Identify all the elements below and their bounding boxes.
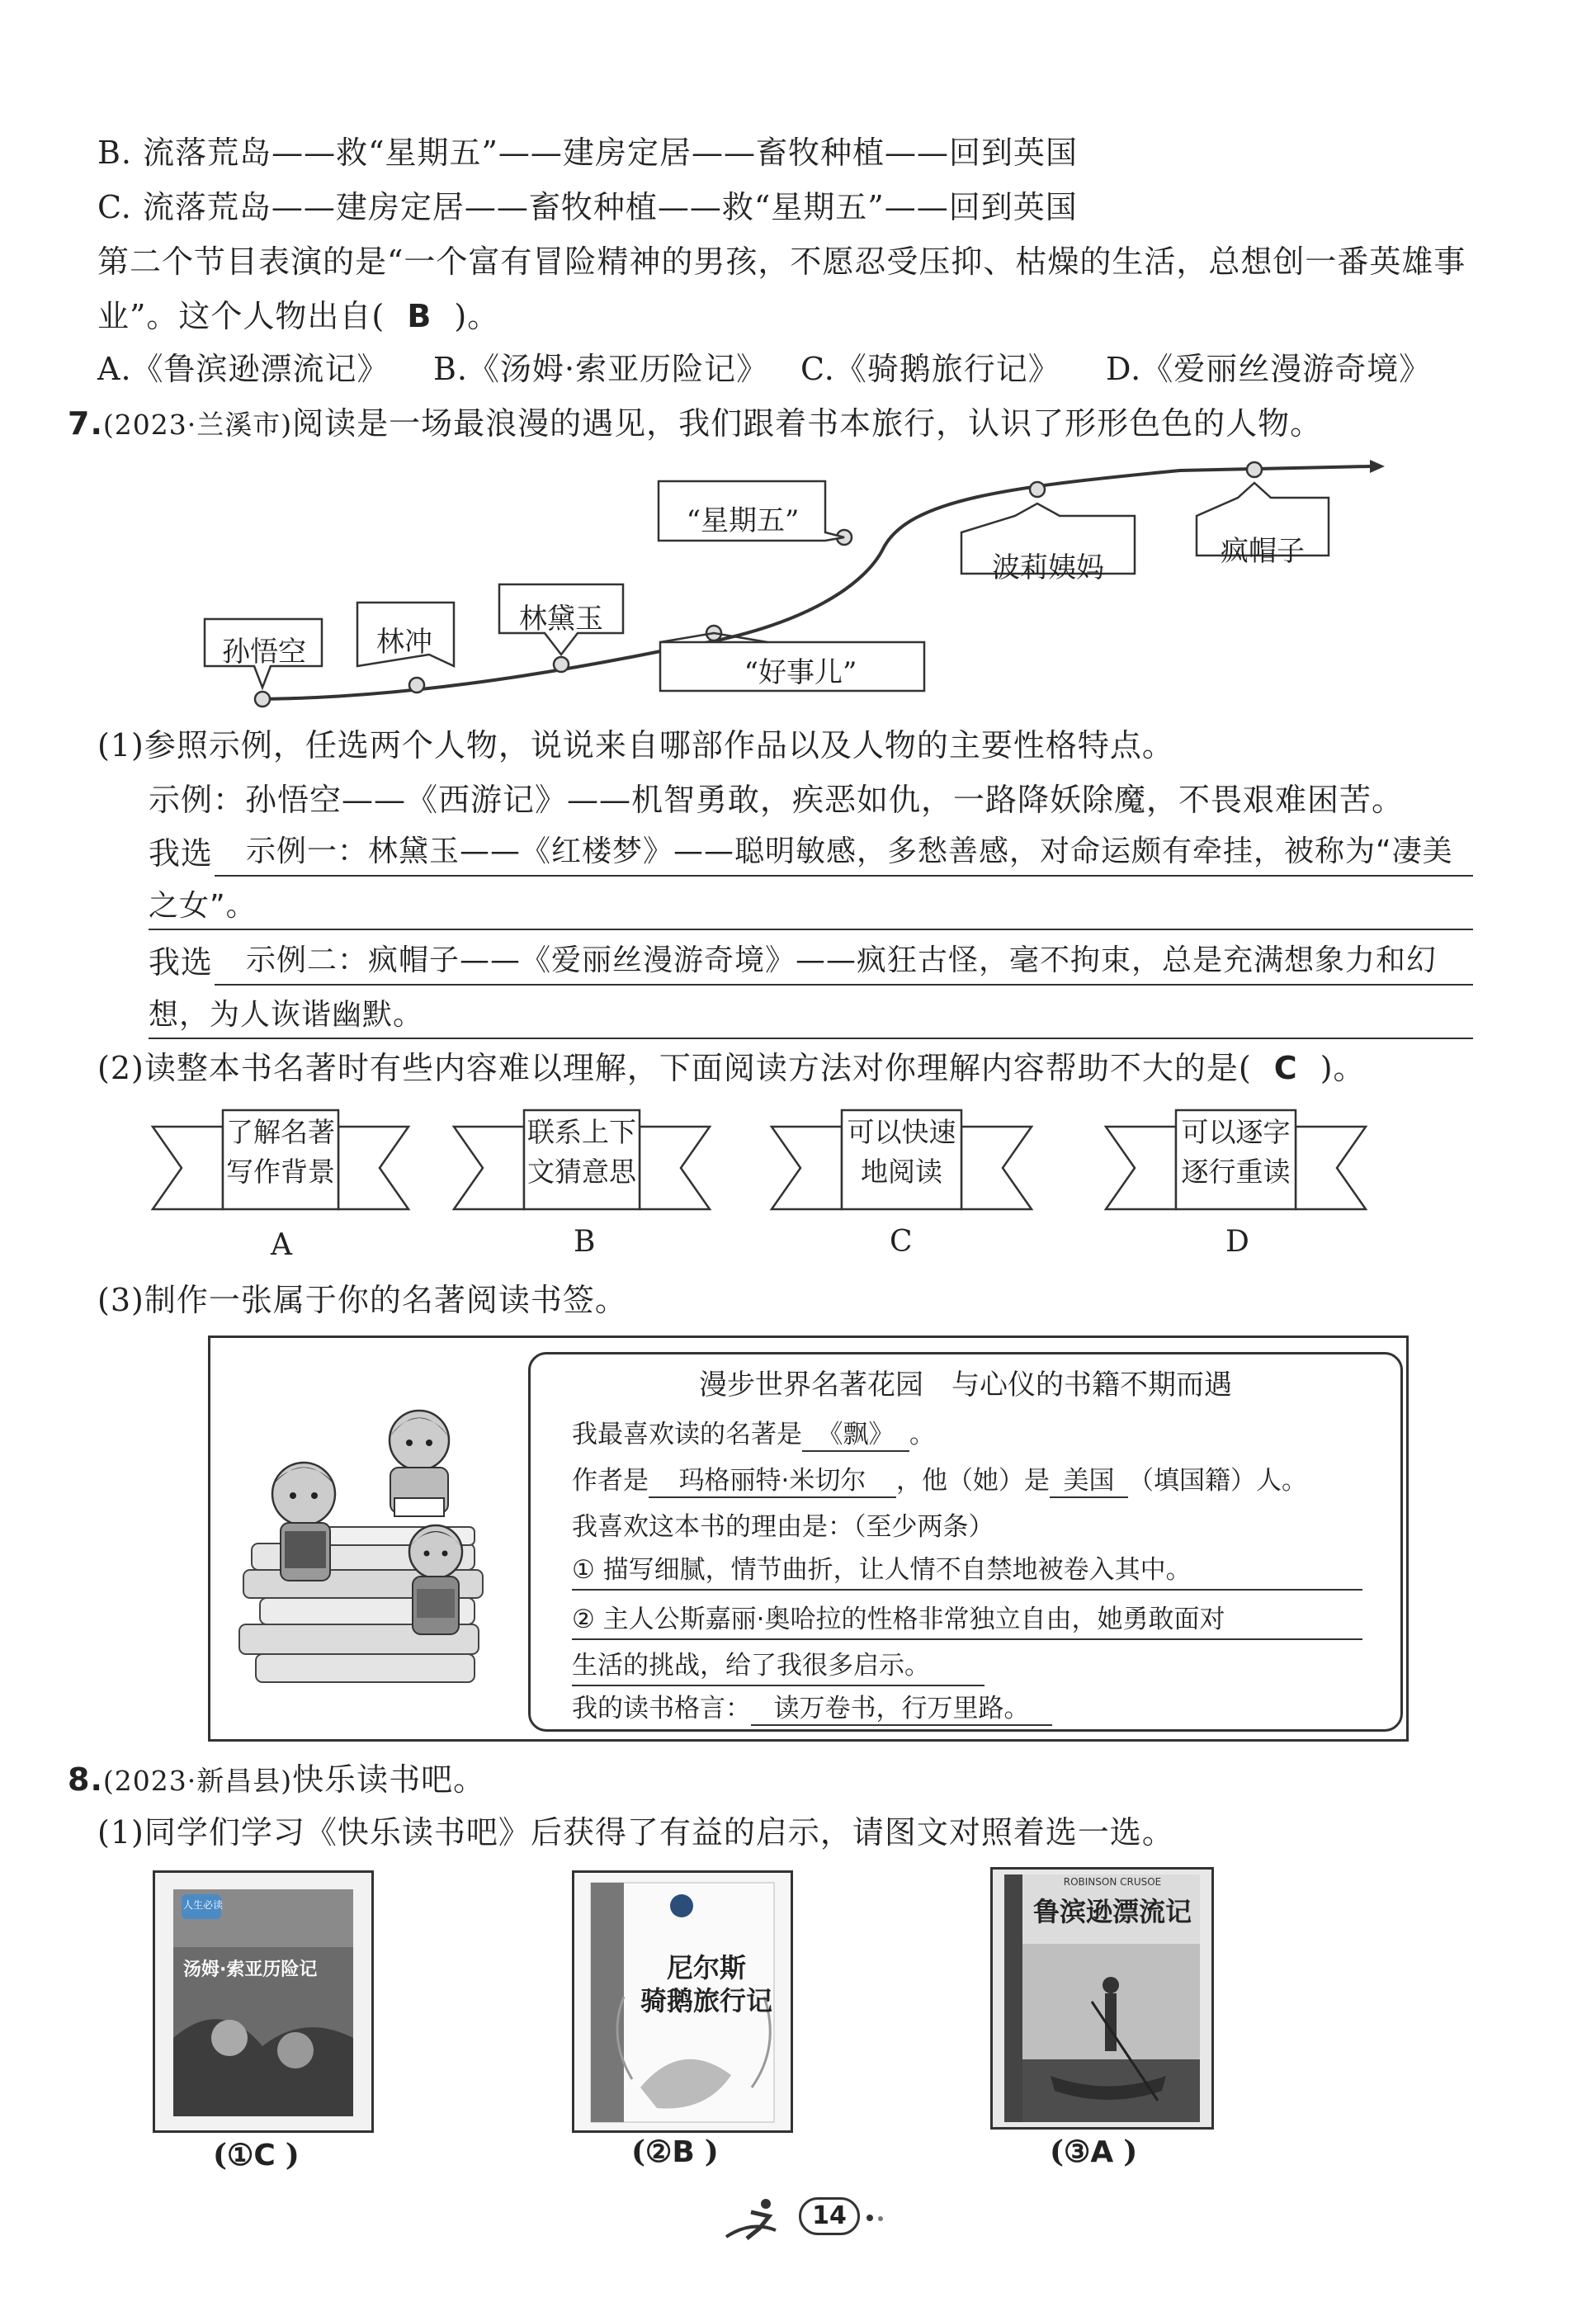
footer-dot: [866, 2215, 873, 2221]
book-cover-robinson: [990, 1867, 1214, 2130]
timeline-dot: [1030, 482, 1045, 497]
char-xingqiwu: “星期五”: [686, 504, 800, 537]
q6-answer: B: [407, 298, 432, 334]
bookmark-author-answer: 玛格丽特·米切尔: [649, 1459, 896, 1498]
timeline-dot: [1247, 462, 1262, 477]
timeline-dot: [554, 657, 569, 672]
q6-option-b: B. 流落荒岛——救“星期五”——建房定居——畜牧种植——回到英国: [97, 135, 1078, 171]
char-lindaiyu: 林黛玉: [519, 603, 603, 636]
char-boliyima: 波莉姨妈: [992, 551, 1104, 584]
ribbon-a-right: [338, 1127, 408, 1209]
q7-answer1-line1: 示例一：林黛玉——《红楼梦》——聪明敏感，多愁善感，对命运颇有牵挂，被称为“凄美: [246, 834, 1453, 868]
q8-number: 8.: [68, 1761, 103, 1798]
q6-choice-c: C.《骑鹅旅行记》: [800, 351, 1060, 387]
q7-part2: [97, 1052, 1366, 1084]
method-c: 可以快速 地阅读: [847, 1116, 956, 1188]
book3-subtitle: ROBINSON CRUSOE: [1063, 1876, 1162, 1888]
q7-pick1-label: 我选: [149, 835, 214, 872]
method-d: 可以逐字 逐行重读: [1181, 1116, 1291, 1188]
q7-part1: (1)参照示例，任选两个人物，说说来自哪部作品以及人物的主要性格特点。: [97, 727, 1174, 763]
q8-stem: 快乐读书吧。: [292, 1761, 486, 1798]
q7-header: [68, 405, 1323, 442]
q6-stem2-post: )。: [454, 298, 500, 334]
q6-choice-b: B.《汤姆·索亚历险记》: [433, 351, 769, 387]
method-b-label: B: [574, 1225, 596, 1259]
book1-title: 汤姆·索亚历险记: [183, 1960, 318, 1980]
bookmark-author: 作者是 玛格丽特·米切尔 ，他（她）是 美国 （填国籍）人。: [572, 1459, 1307, 1498]
q7-answer2-line1: 示例二：疯帽子——《爱丽丝漫游奇境》——疯狂古怪，毫不拘束，总是充满想象力和幻: [246, 943, 1438, 977]
method-a: 了解名著 写作背景: [226, 1116, 335, 1188]
bookmark-favorite-answer: 《飘》: [802, 1413, 909, 1452]
method-d-label: D: [1225, 1225, 1249, 1259]
q6-choice-a: A.《鲁滨逊漂流记》: [97, 351, 390, 387]
book-cover-tom-sawyer: [153, 1870, 374, 2133]
runner-logo-icon: [718, 2196, 800, 2245]
kid-left-head: [272, 1463, 335, 1525]
book1-badge: 人生必读: [183, 1899, 224, 1911]
page-number: 14: [799, 2197, 860, 2235]
timeline-dot: [409, 678, 424, 693]
q7-part2-post: )。: [1320, 1050, 1366, 1086]
footer-dot: [878, 2216, 883, 2221]
q8-part1: (1)同学们学习《快乐读书吧》后获得了有益的启示，请图文对照着选一选。: [97, 1814, 1174, 1851]
char-fengmaozi: 疯帽子: [1221, 535, 1305, 568]
char-haoshier: “好事儿”: [744, 656, 857, 689]
bookmark-favorite: 我最喜欢读的名著是 《飘》 。: [572, 1413, 935, 1452]
q6-choice-d: D.《爱丽丝漫游奇境》: [1106, 351, 1432, 387]
bookmark-motto: 我的读书格言： 读万卷书，行万里路。: [572, 1687, 1052, 1726]
q7-part3: (3)制作一张属于你的名著阅读书签。: [97, 1282, 627, 1318]
kids-reading-illustration: [227, 1403, 516, 1692]
q8-source: (2023·新昌县): [102, 1765, 293, 1797]
q7-pick2-label: 我选: [149, 944, 214, 981]
q7-stem: 阅读是一场最浪漫的遇见，我们跟着书本旅行，认识了形形色色的人物。: [292, 405, 1323, 442]
kid-top-head: [390, 1411, 449, 1470]
bookmark-reason-2-line1: ② 主人公斯嘉丽·奥哈拉的性格非常独立自由，她勇敢面对: [572, 1598, 1362, 1640]
book1-answer-label: (①C ): [213, 2138, 300, 2172]
timeline-arrowhead: [1370, 460, 1385, 473]
q8-header: [68, 1761, 486, 1798]
q6-stem-line2: [97, 300, 499, 332]
method-b: 联系上下 文猜意思: [527, 1116, 636, 1188]
bookmark-reason-label: 我喜欢这本书的理由是：（至少两条）: [572, 1512, 994, 1542]
book-cover-nils: [572, 1870, 793, 2133]
q7-answer2-line2: 想，为人诙谐幽默。: [149, 998, 424, 1032]
bookmark-title: 漫步世界名著花园 与心仪的书籍不期而遇: [699, 1369, 1232, 1402]
q6-option-c: C. 流落荒岛——建房定居——畜牧种植——救“星期五”——回到英国: [97, 189, 1078, 225]
bookmark-motto-answer: 读万卷书，行万里路。: [751, 1687, 1052, 1726]
book2-title: 尼尔斯 骑鹅旅行记: [640, 1952, 772, 2016]
q7-part2-answer: C: [1273, 1050, 1298, 1086]
q6-stem2-pre: 业”。这个人物出自(: [97, 298, 385, 334]
timeline-dot: [255, 692, 270, 707]
q6-stem-line1: 第二个节目表演的是“一个富有冒险精神的男孩，不愿忍受压抑、枯燥的生活，总想创一番英雄事: [97, 243, 1466, 280]
bookmark-reason-1: ① 描写细腻，情节曲折，让人情不自禁地被卷入其中。: [572, 1548, 1362, 1591]
book3-title: 鲁滨逊漂流记: [1032, 1896, 1192, 1927]
method-c-label: C: [890, 1225, 913, 1259]
q7-source: (2023·兰溪市): [102, 409, 293, 441]
kid-right-head: [409, 1525, 462, 1578]
book2-answer-label: (②B ): [631, 2134, 719, 2169]
char-linchong: 林冲: [376, 626, 432, 659]
char-sunwukong: 孙悟空: [222, 636, 306, 669]
bookmark-country-answer: 美国: [1050, 1459, 1128, 1498]
bookmark-reason-2-line2: 生活的挑战，给了我很多启示。: [572, 1644, 985, 1686]
q7-answer1-line2: 之女”。: [149, 889, 257, 923]
ribbon-a-left: [153, 1127, 223, 1209]
q7-number: 7.: [68, 405, 103, 442]
q7-part2-text: (2)读整本书名著时有些内容难以理解，下面阅读方法对你理解内容帮助不大的是(: [97, 1050, 1252, 1086]
q7-example: 示例：孙悟空——《西游记》——机智勇敢，疾恶如仇，一路降妖除魔，不畏艰难困苦。: [149, 782, 1405, 818]
method-a-label: A: [271, 1228, 292, 1262]
book3-answer-label: (③A ): [1050, 2134, 1138, 2169]
